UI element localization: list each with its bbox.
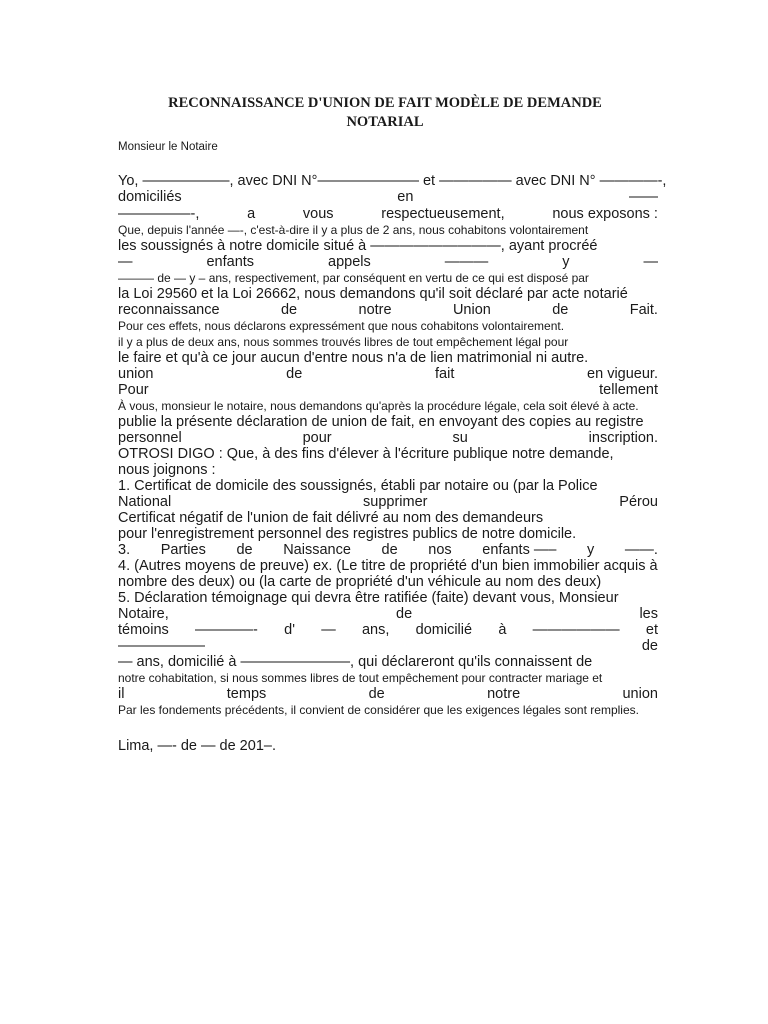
body-word: supprimer bbox=[363, 494, 428, 510]
body-word: en bbox=[397, 189, 414, 205]
body-word: National bbox=[118, 494, 172, 510]
body-line: 4. (Autres moyens de preuve) ex. (Le titre de propriété d'un bien immobilier acquis à bbox=[118, 558, 658, 574]
body-line: — ans, domicilié à ———————–, qui déclareront qu'ils connaissent de bbox=[118, 654, 593, 670]
body-word: Notaire, bbox=[118, 606, 169, 622]
body-word: de bbox=[552, 302, 569, 318]
body-line: notre cohabitation, si nous sommes libres de tout empêchement pour contracter mariage et bbox=[118, 671, 603, 685]
body-line bbox=[118, 302, 658, 318]
body-word: — bbox=[118, 254, 133, 270]
body-word: temps bbox=[226, 686, 267, 702]
body-line: les soussignés à notre domicile situé à —————————, ayant procréé bbox=[118, 238, 598, 254]
body-word: su bbox=[452, 430, 468, 446]
body-word: vous bbox=[302, 206, 334, 222]
body-line bbox=[118, 189, 658, 205]
body-word: 3. bbox=[118, 542, 131, 558]
body-word: y bbox=[562, 254, 570, 270]
body-word: — bbox=[321, 622, 336, 638]
body-line: publie la présente déclaration de union de fait, en envoyant des copies au registre bbox=[118, 414, 644, 430]
body-line: nombre des deux) ou (la carte de propriété d'un véhicule au nom des deux) bbox=[118, 574, 602, 590]
body-word: en vigueur. bbox=[587, 366, 658, 382]
document-title bbox=[100, 94, 670, 132]
body-word: de bbox=[286, 366, 303, 382]
body-line bbox=[118, 430, 658, 446]
body-line: le faire et qu'à ce jour aucun d'entre nous n'a de lien matrimonial ni autre. bbox=[118, 350, 589, 366]
body-word: inscription. bbox=[588, 430, 658, 446]
body-line bbox=[118, 622, 658, 638]
body-line: nous joignons : bbox=[118, 462, 216, 478]
body-word: les bbox=[639, 606, 658, 622]
body-line bbox=[118, 206, 658, 222]
body-line bbox=[118, 686, 658, 702]
body-word: reconnaissance bbox=[118, 302, 220, 318]
body-line: OTROSI DIGO : Que, à des fins d'élever à l'écriture publique notre demande, bbox=[118, 446, 614, 462]
body-line bbox=[118, 638, 658, 654]
body-word: domiciliés bbox=[118, 189, 182, 205]
body-word: et bbox=[645, 622, 658, 638]
body-word: témoins bbox=[118, 622, 169, 638]
body-word: —————— bbox=[118, 638, 205, 654]
body-line bbox=[118, 382, 658, 398]
body-line: Pour ces effets, nous déclarons expressément que nous cohabitons volontairement. bbox=[118, 319, 565, 333]
body-word: ——. bbox=[624, 542, 658, 558]
body-line bbox=[118, 542, 658, 558]
body-word: d' bbox=[284, 622, 295, 638]
title-line-1: RECONNAISSANCE D'UNION DE FAIT MODÈLE DE DEMANDE bbox=[168, 95, 602, 111]
body-word: respectueusement, bbox=[381, 206, 505, 222]
body-word: y bbox=[587, 542, 595, 558]
closing-place-date: Lima, —- de — de 201–. bbox=[118, 738, 276, 754]
body-word: enfants —– bbox=[482, 542, 557, 558]
body-word: —————— bbox=[532, 622, 620, 638]
body-word: de bbox=[396, 606, 413, 622]
body-word: pour bbox=[302, 430, 332, 446]
body-word: ——— bbox=[444, 254, 489, 270]
body-line: la Loi 29560 et la Loi 26662, nous demandons qu'il soit déclaré par acte notarié bbox=[118, 286, 628, 302]
body-word: appels bbox=[328, 254, 371, 270]
body-word: de bbox=[381, 542, 398, 558]
body-line bbox=[118, 254, 658, 270]
body-word: union bbox=[118, 366, 154, 382]
body-word: de bbox=[236, 542, 253, 558]
body-line bbox=[118, 494, 658, 510]
body-word: ans, bbox=[361, 622, 390, 638]
body-word: —————-, bbox=[118, 206, 200, 222]
body-line: 1. Certificat de domicile des soussignés, établi par notaire ou (par la Police bbox=[118, 478, 598, 494]
body-word: Fait. bbox=[629, 302, 658, 318]
body-word: de bbox=[641, 638, 658, 654]
body-word: —— bbox=[629, 189, 658, 205]
body-word: notre bbox=[358, 302, 392, 318]
body-word: personnel bbox=[118, 430, 182, 446]
body-word: Naissance bbox=[283, 542, 351, 558]
body-word: a bbox=[247, 206, 256, 222]
body-word: notre bbox=[487, 686, 521, 702]
body-word: nos bbox=[428, 542, 452, 558]
body-line bbox=[118, 606, 658, 622]
salutation: Monsieur le Notaire bbox=[118, 141, 218, 153]
body-line: À vous, monsieur le notaire, nous demandons qu'après la procédure légale, cela soit élevé à acte. bbox=[118, 399, 639, 413]
body-line: Certificat négatif de l'union de fait délivré au nom des demandeurs bbox=[118, 510, 544, 526]
body-word: Union bbox=[452, 302, 491, 318]
body-word: à bbox=[498, 622, 507, 638]
body-line bbox=[118, 366, 658, 382]
body-word: Parties bbox=[160, 542, 206, 558]
body-line: ——— de — y – ans, respectivement, par conséquent en vertu de ce qui est disposé par bbox=[118, 271, 589, 285]
body-word: union bbox=[622, 686, 658, 702]
body-word: de bbox=[368, 686, 385, 702]
body-line: Que, depuis l'année —-, c'est-à-dire il y a plus de 2 ans, nous cohabitons volontairement bbox=[118, 223, 589, 237]
body-word: ————- bbox=[195, 622, 258, 638]
body-word: — bbox=[643, 254, 658, 270]
body-word: de bbox=[280, 302, 298, 318]
body-line: il y a plus de deux ans, nous sommes trouvés libres de tout empêchement légal pour bbox=[118, 335, 569, 349]
body-word: Pour bbox=[118, 382, 149, 398]
body-word: enfants bbox=[206, 254, 255, 270]
body-word: Pérou bbox=[619, 494, 658, 510]
body-word: fait bbox=[435, 366, 455, 382]
body-line: pour l'enregistrement personnel des registres publics de notre domicile. bbox=[118, 526, 577, 542]
body-word: tellement bbox=[599, 382, 658, 398]
title-line-2: NOTARIAL bbox=[346, 114, 424, 130]
body-line: Par les fondements précédents, il convient de considérer que les exigences légales sont remplies. bbox=[118, 703, 639, 717]
body-line: Yo, ——————, avec DNI N°——————— et ————— avec DNI N° ————-, bbox=[118, 173, 667, 189]
body-word: nous exposons : bbox=[552, 206, 658, 222]
body-word: domicilié bbox=[415, 622, 473, 638]
body-line: 5. Déclaration témoignage qui devra être ratifiée (faite) devant vous, Monsieur bbox=[118, 590, 619, 606]
body-word: il bbox=[118, 686, 125, 702]
